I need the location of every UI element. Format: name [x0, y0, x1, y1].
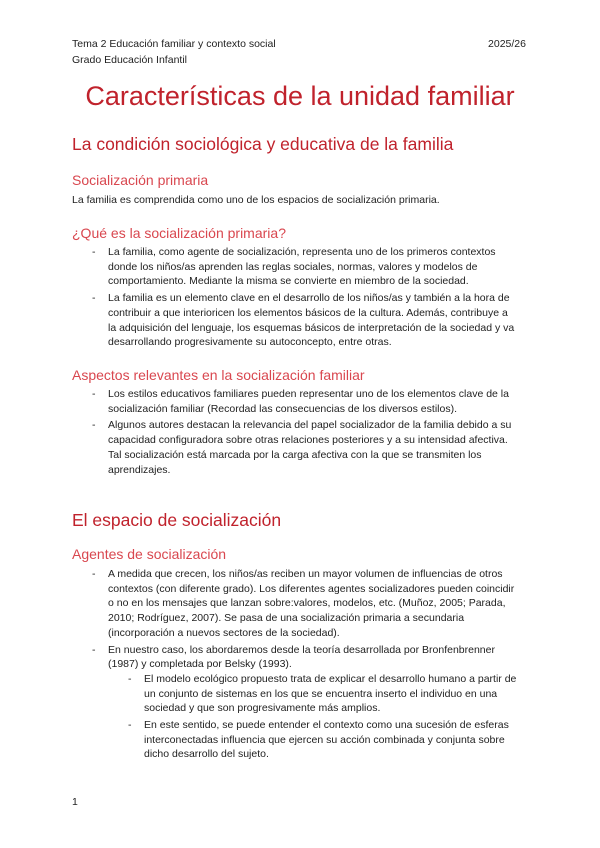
- list-socialization-agents: [92, 567, 518, 764]
- section-heading-socialization-space: El espacio de socialización: [72, 510, 282, 530]
- header-academic-year: 2025/26: [488, 38, 526, 50]
- list-item: - La familia, como agente de socialización, representa uno de los primeros contextos donde los niños/as aprenden las reglas sociales, normas, valores y modelos de comportamiento. Mediante la misma se convierte en miembro de la sociedad.: [92, 245, 518, 289]
- subheading-relevant-aspects: Aspectos relevantes en la socialización familiar: [72, 367, 365, 383]
- section-heading-sociological: La condición sociológica y educativa de la familia: [72, 134, 454, 154]
- nested-list-item: - En este sentido, se puede entender el contexto como una sucesión de esferas interconectadas influencia que ejercen su acción combinada y conjunta sobre dicho desarrollo del sujeto.: [128, 718, 518, 762]
- list-item: - La familia es un elemento clave en el desarrollo de los niños/as y también a la hora de contribuir a que interioricen los elementos básicos de la cultura. Además, contribuye a la adquisición del lenguaje, los esquemas básicos de interpretación de la sociedad y va desarrollando progresivamente su autoconcepto, entre otras.: [92, 291, 518, 350]
- list-item: - Algunos autores destacan la relevancia del papel socializador de la familia debido a su capacidad configuradora sobre otras relaciones posteriores y a su intensidad afectiva. Tal socialización está marcada por la carga afectiva con la que se transmiten los aprendizajes.: [92, 418, 518, 477]
- list-item: - Los estilos educativos familiares pueden representar uno de los elementos clave de la socialización familiar (Recordad las consecuencias de los diversos estilos).: [92, 387, 518, 416]
- paragraph-primary-socialization: La familia es comprendida como uno de los espacios de socialización primaria.: [72, 194, 440, 206]
- page-header: [72, 36, 276, 68]
- subheading-socialization-agents: Agentes de socialización: [72, 546, 227, 562]
- nested-list-ecological-model: [108, 672, 518, 762]
- list-what-is-primary-socialization: [92, 245, 518, 352]
- document-title: Características de la unidad familiar: [85, 81, 515, 111]
- list-item-text: En nuestro caso, los abordaremos desde la teoría desarrollada por Bronfenbrenner (1987) y completada por Belsky (1993).: [108, 643, 495, 671]
- header-course-title: Tema 2 Educación familiar y contexto social: [72, 38, 276, 50]
- list-item: - A medida que crecen, los niños/as reciben un mayor volumen de influencias de otros contextos (con diferente grado). Los diferentes agentes socializadores pueden coincidir o no en los mensajes que lanzan sobre:valores, modelos, etc. (Muñoz, 2005; Parada, 2010; Rodríguez, 2007). Se pasa de una socialización primaria a secundaria (incorporación a nuevos sectores de la sociedad).: [92, 567, 518, 641]
- header-degree: Grado Educación Infantil: [72, 54, 187, 66]
- subheading-what-is-primary-socialization: ¿Qué es la socialización primaria?: [72, 225, 286, 241]
- page-number: 1: [72, 796, 78, 808]
- list-item: [92, 643, 518, 763]
- list-relevant-aspects: [92, 387, 518, 479]
- nested-list-item: - El modelo ecológico propuesto trata de explicar el desarrollo humano a partir de un conjunto de sistemas en los que se encuentra inserto el individuo en una sociedad y que son progresivamente más amplios.: [128, 672, 518, 716]
- subheading-primary-socialization: Socialización primaria: [72, 172, 209, 188]
